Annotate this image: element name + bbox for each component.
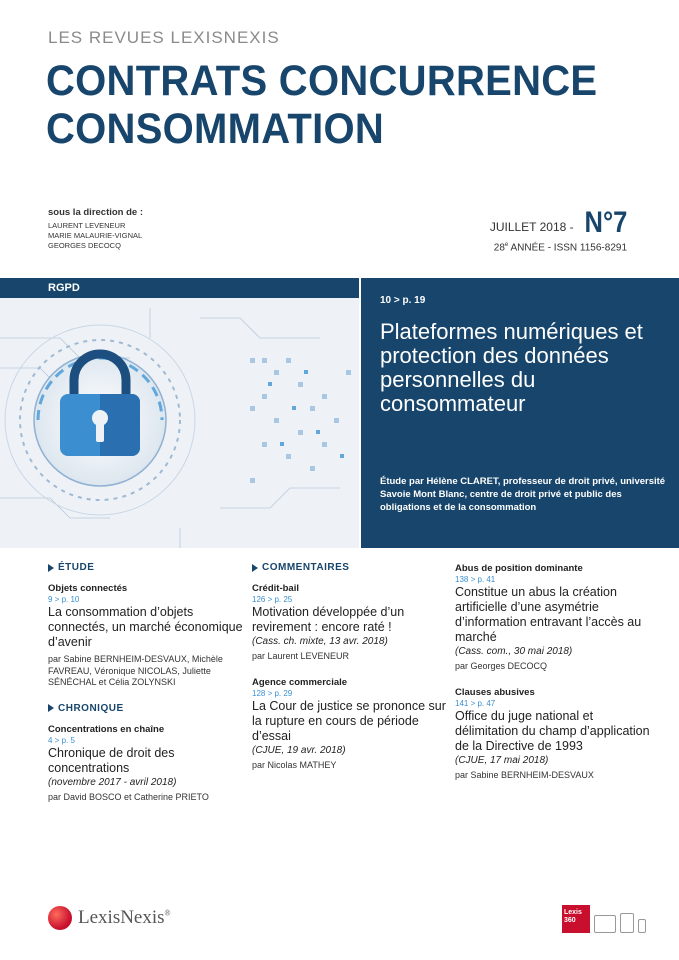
lexisnexis-logo[interactable] [48, 906, 171, 930]
article-item[interactable] [455, 563, 655, 673]
logo-wordmark: LexisNexis® [78, 907, 171, 928]
article-title[interactable]: Chronique de droit des concentrations [48, 745, 175, 775]
column-etude-chronique [48, 562, 248, 817]
article-authors: par Sabine BERNHEIM-DESVAUX [455, 769, 594, 780]
article-item[interactable] [48, 724, 248, 804]
article-title[interactable]: La consommation d’objets connectés, un marché économique d’avenir [48, 605, 243, 649]
feature-ref: 10 > p. 19 [380, 295, 426, 306]
series-name: LES REVUES LEXISNEXIS [48, 28, 280, 47]
article-authors: par Laurent LEVENEUR [252, 651, 350, 661]
title-line-2: CONSOMMATION [46, 105, 385, 153]
article-ref: 128 > p. 29 [252, 688, 293, 698]
section-heading-etude: ÉTUDE [48, 562, 248, 573]
article-item[interactable] [252, 677, 452, 772]
issue-year-issn: 28e ANNÉE - ISSN 1156-8291 [493, 242, 627, 254]
phone-icon [638, 919, 646, 933]
triangle-icon [48, 704, 54, 712]
article-item[interactable] [48, 583, 248, 689]
triangle-icon [48, 564, 54, 572]
article-title[interactable]: Motivation développée d’un revirement : encore raté ! [252, 605, 405, 634]
column-right [455, 563, 655, 795]
issue-number: N°7 [584, 206, 627, 239]
article-title[interactable]: La Cour de justice se prononce sur la rupture en cours de période d’essai [252, 698, 446, 743]
issue-info [490, 208, 627, 253]
issue-date: JUILLET 2018 - [489, 220, 574, 234]
journal-title [46, 57, 597, 153]
article-source: (Cass. com., 30 mai 2018) [455, 646, 573, 657]
article-ref: 4 > p. 5 [48, 735, 75, 745]
article-source: (CJUE, 17 mai 2018) [455, 754, 549, 766]
article-source: (Cass. ch. mixte, 13 avr. 2018) [252, 636, 388, 647]
lexis360-logo: Lexis 360 [562, 905, 590, 933]
article-item[interactable] [455, 687, 655, 782]
feature-tag: RGPD [0, 278, 359, 298]
article-item[interactable] [252, 583, 452, 663]
article-source: (CJUE, 19 avr. 2018) [252, 744, 346, 756]
director-name: LAURENT LEVENEUR [48, 221, 126, 230]
article-category: Agence commerciale [252, 676, 348, 688]
article-ref: 9 > p. 10 [48, 595, 80, 604]
article-source: (novembre 2017 - avril 2018) [48, 776, 177, 788]
feature-article[interactable] [361, 278, 679, 548]
feature-illustration [0, 278, 359, 548]
direction-label: sous la direction de : [48, 207, 144, 218]
triangle-icon [252, 564, 258, 572]
article-category: Crédit-bail [252, 583, 299, 594]
article-category: Clauses abusives [455, 686, 535, 698]
article-ref: 141 > p. 47 [455, 698, 496, 708]
title-line-1: CONTRATS CONCURRENCE [46, 57, 598, 105]
article-category: Concentrations en chaîne [48, 723, 165, 735]
feature-band [0, 278, 679, 548]
section-heading-commentaires: COMMENTAIRES [252, 562, 452, 573]
director-name: MARIE MALAURIE-VIGNAL [48, 231, 143, 240]
director-name: GEORGES DECOCQ [48, 241, 121, 250]
section-heading-chronique: CHRONIQUE [48, 703, 248, 714]
article-ref: 126 > p. 25 [252, 595, 293, 604]
article-title[interactable]: Office du juge national et délimitation du champ d’application de la Directive de 1993 [455, 708, 650, 753]
column-commentaires [252, 562, 452, 785]
article-authors: par David BOSCO et Catherine PRIETO [48, 791, 209, 802]
article-title[interactable]: Constitue un abus la création artificielle d’une asymétrie d’information entravant l’accès au marché [455, 585, 642, 644]
padlock-illustration [0, 298, 359, 548]
article-ref: 138 > p. 41 [455, 575, 496, 584]
editorial-direction [48, 208, 143, 251]
feature-description: Étude par Hélène CLARET, professeur de droit privé, université Savoie Mont Blanc, centre de droit privé et public des obligations et de la consommation [380, 476, 666, 513]
article-authors: par Sabine BERNHEIM-DESVAUX, Michèle FAVREAU, Véronique NICOLAS, Juliette SÉNÉCHAL et Célia ZOLYNSKI [48, 654, 223, 687]
lexisnexis-disc-icon [48, 906, 72, 930]
laptop-icon [594, 915, 616, 933]
article-authors: par Nicolas MATHEY [252, 759, 337, 770]
lexis360-badge [562, 905, 646, 933]
article-category: Objets connectés [48, 583, 128, 594]
feature-title[interactable]: Plateformes numériques et protection des données personnelles du consommateur [380, 319, 643, 416]
article-authors: par Georges DECOCQ [455, 661, 548, 671]
article-category: Abus de position dominante [455, 563, 583, 574]
tablet-icon [620, 913, 634, 933]
